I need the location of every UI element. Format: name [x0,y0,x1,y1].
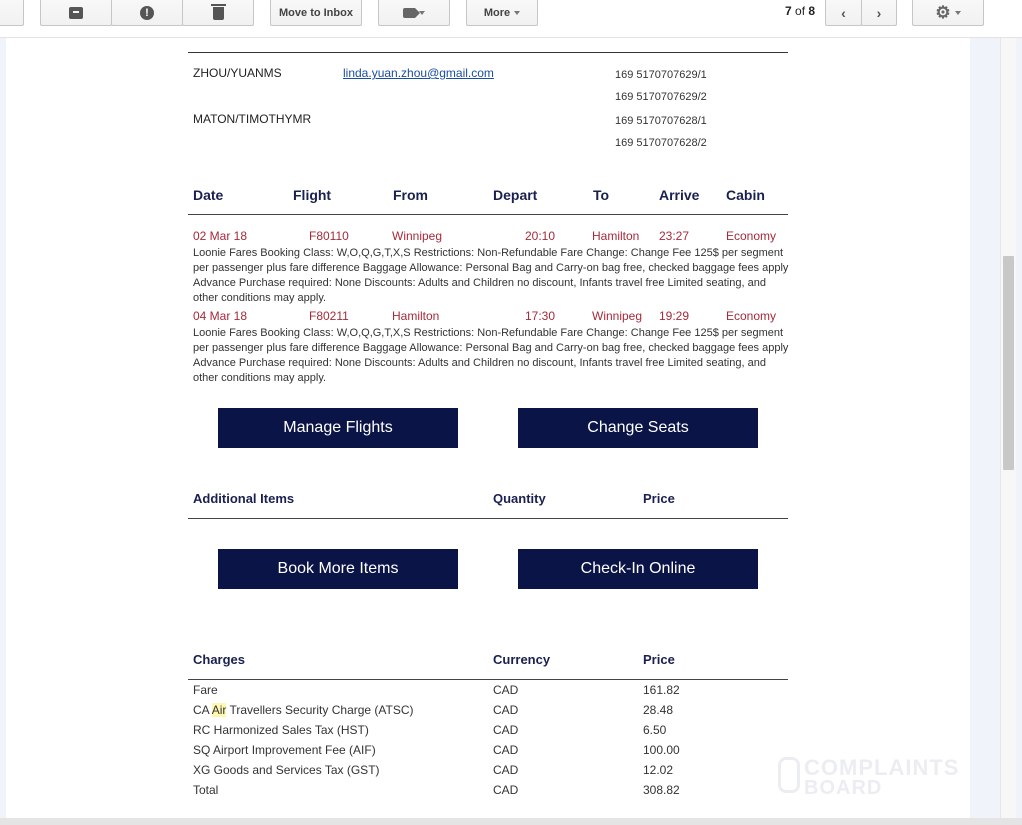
column-header-charges: Charges [193,652,246,667]
charge-price: 6.50 [643,723,667,737]
manage-flights-button[interactable] [218,408,458,448]
segment-date: 02 Mar 18 [193,229,248,243]
watermark-logo [778,755,968,805]
report-spam-icon: ! [140,6,154,20]
segment-date: 04 Mar 18 [193,309,248,323]
email-toolbar [0,0,1022,38]
segment-depart: 17:30 [525,309,556,323]
passenger-email-link[interactable]: linda.yuan.zhou@gmail.com [343,66,494,80]
charge-label: RC Harmonized Sales Tax (HST) [193,723,369,737]
pager-total: 8 [808,4,816,18]
pager-current: 7 [785,4,792,18]
segment-to: Winnipeg [592,309,643,323]
move-to-inbox-button[interactable] [270,0,362,26]
charge-label: SQ Airport Improvement Fee (AIF) [193,743,376,757]
message-body [6,38,970,825]
report-spam-button[interactable] [111,0,183,26]
column-header-price: Price [643,491,675,506]
column-header-from: From [393,187,428,203]
back-button[interactable] [0,0,24,26]
passenger-name: ZHOU/YUANMS [193,66,282,80]
book-more-items-label: Book More Items [277,560,399,577]
segment-to: Hamilton [592,229,640,243]
charge-currency: CAD [493,763,519,777]
charge-label [193,703,414,717]
charge-price: 161.82 [643,683,680,697]
column-header-quantity: Quantity [493,491,546,506]
divider [188,679,788,680]
charge-label: XG Goods and Services Tax (GST) [193,763,380,777]
charge-price: 28.48 [643,703,674,717]
charge-total-price: 308.82 [643,783,680,797]
passenger-name: MATON/TIMOTHYMR [193,112,312,126]
segment-from: Winnipeg [392,229,443,243]
chevron-down-icon [955,11,961,15]
ticket-number: 169 5170707629/1 [615,69,707,81]
gear-icon: ⚙ [935,3,951,22]
charge-currency: CAD [493,783,519,797]
column-header-depart: Depart [493,187,538,203]
segment-cabin: Economy [726,309,777,323]
settings-button[interactable] [912,0,984,26]
check-in-online-button[interactable] [518,549,758,589]
column-header-currency: Currency [493,652,551,667]
ticket-number: 169 5170707629/2 [615,91,707,103]
charge-currency: CAD [493,683,519,697]
watermark-line2: BOARD [804,777,883,799]
divider [188,52,788,53]
more-label: More [483,6,511,19]
delete-button[interactable] [182,0,254,26]
book-more-items-button[interactable] [218,549,458,589]
column-header-to: To [593,187,610,203]
change-seats-button[interactable] [518,408,758,448]
column-header-additional-items: Additional Items [193,491,295,506]
trash-icon [213,7,224,20]
watermark-line1: COMPLAINTS [804,755,960,780]
scrollbar-thumb[interactable] [1003,256,1014,470]
charge-price: 12.02 [643,763,674,777]
column-header-price: Price [643,652,675,667]
label-icon [403,8,415,18]
charge-label: Fare [193,683,218,697]
charge-currency: CAD [493,743,519,757]
charge-label-prefix: CA [193,703,212,717]
window-bottom-edge [0,818,1022,825]
charge-currency: CAD [493,703,519,717]
segment-flight: F80110 [309,229,349,243]
segment-cabin: Economy [726,229,777,243]
charge-currency: CAD [493,723,519,737]
segment-flight: F80211 [309,309,349,323]
ticket-number: 169 5170707628/2 [615,137,707,149]
newer-button[interactable] [825,0,862,26]
column-header-cabin: Cabin [726,187,765,203]
manage-flights-label: Manage Flights [283,419,393,436]
charge-price: 100.00 [643,743,680,757]
move-to-inbox-label: Move to Inbox [279,6,353,19]
archive-icon [69,7,83,19]
segment-depart: 20:10 [525,229,556,243]
chevron-down-icon [514,11,520,15]
column-header-flight: Flight [293,187,332,203]
older-button[interactable] [861,0,897,26]
archive-button[interactable] [40,0,112,26]
watermark-emblem [778,757,800,793]
charge-total-label: Total [193,783,219,797]
pager-of: of [795,4,806,18]
fare-conditions: Loonie Fares Booking Class: W,O,Q,G,T,X,S Restrictions: Non-Refundable Fare Change: Change Fee 125$ per segment per passenger plus fare difference Baggage Allowance: Personal Bag and Carry-on bag free, checked baggage fees apply Advance Purchase required: None Discounts: Adults and Children no discount, Infants travel free Limited seating, and other conditions may apply. [193,327,789,384]
pager-count [785,4,815,18]
chevron-left-icon: ‹ [841,4,846,21]
segment-from: Hamilton [392,309,440,323]
check-in-online-label: Check-In Online [580,560,696,577]
labels-button[interactable] [378,0,450,26]
change-seats-label: Change Seats [587,419,689,436]
fare-conditions: Loonie Fares Booking Class: W,O,Q,G,T,X,S Restrictions: Non-Refundable Fare Change: Change Fee 125$ per segment per passenger plus fare difference Baggage Allowance: Personal Bag and Carry-on bag free, checked baggage fees apply Advance Purchase required: None Discounts: Adults and Children no discount, Infants travel free Limited seating, and other conditions may apply. [193,247,789,304]
divider [188,214,788,215]
charge-label-suffix: Travellers Security Charge (ATSC) [226,703,414,717]
divider [188,518,788,519]
more-button[interactable] [466,0,538,26]
vertical-scrollbar[interactable] [1000,38,1016,825]
column-header-date: Date [193,187,224,203]
chevron-right-icon: › [876,4,882,21]
search-highlight: Air [211,703,227,717]
ticket-number: 169 5170707628/1 [615,115,707,127]
segment-arrive: 23:27 [659,229,690,243]
column-header-arrive: Arrive [659,187,700,203]
segment-arrive: 19:29 [659,309,690,323]
